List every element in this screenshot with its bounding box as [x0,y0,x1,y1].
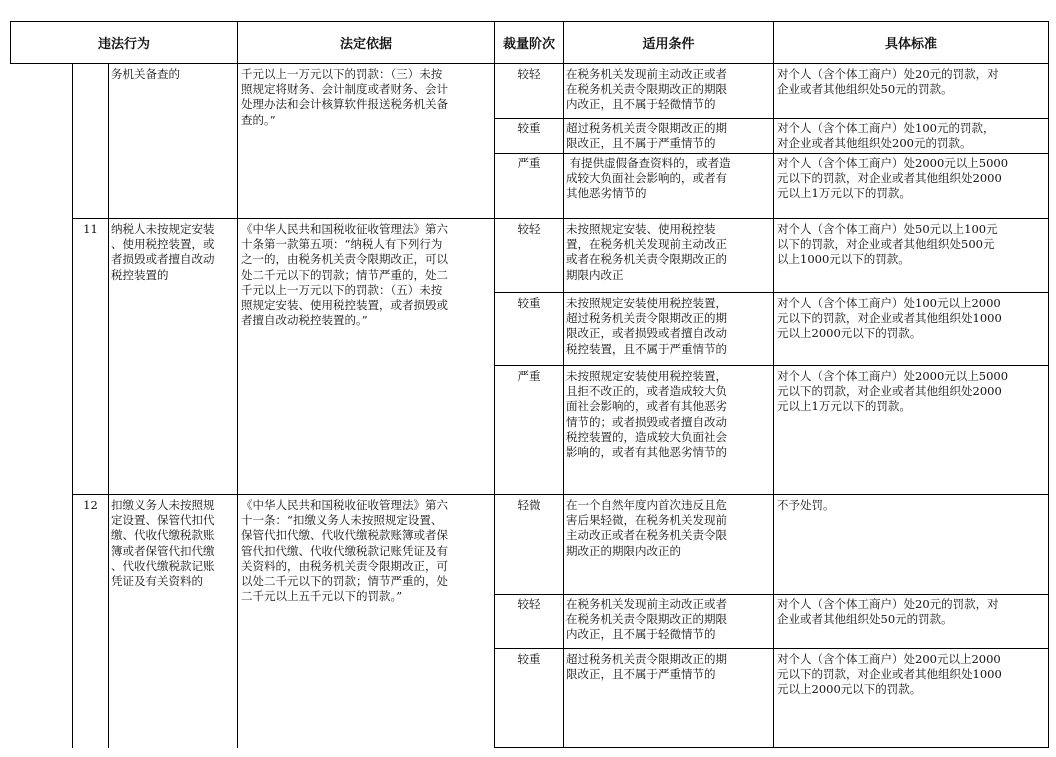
header-basis: 法定依据 [339,36,392,52]
legal-basis-text: 《中华人民共和国税收征收管理法》第六 十条第一款第五项：“纳税人有下列行为 之一的，由税务机关责令限期改正，可以 处二千元以下的罚款；情节严重的，处二 千元以上一万元以下的罚款：（五）未按 照规定安装、使用税控装置，或者损毁或 者擅自改动税控装置的。” [241,222,448,328]
rule-row-divider [494,365,1049,366]
item-number: 12 [83,498,98,512]
condition-text: 在税务机关发现前主动改正或者 在税务机关责令限期改正的期限 内改正，且不属于轻微情节的 [566,597,727,642]
level-label: 严重 [517,369,541,383]
legal-basis-text: 千元以上一万元以下的罚款：（三）未按 照规定将财务、会计制度或者财务、会计 处理办法和会计核算软件报送税务机关备 查的。” [241,67,448,127]
rule-header-bottom [10,63,1049,64]
standard-text: 对个人（含个体工商户）处100元的罚款， 对企业或者其他组织处200元的罚款。 [777,121,995,151]
standard-text: 对个人（含个体工商户）处20元的罚款，对 企业或者其他组织处50元的罚款。 [777,597,999,627]
level-label: 较重 [517,652,541,666]
rule-row-divider [494,153,1049,154]
condition-text: 有提供虚假备查资料的，或者造 成较大负面社会影响的，或者有 其他恶劣情节的 [566,156,731,201]
condition-text: 超过税务机关责令限期改正的期 限改正，且不属于严重情节的 [566,121,727,151]
violation-text: 纳税人未按规定安装 、使用税控装置，或 者损毁或者擅自改动 税控装置的 [111,222,215,282]
rule-group-divider [72,218,1049,219]
rule-col-condition [773,21,774,748]
condition-text: 未按照规定安装使用税控装置， 且拒不改正的，或者造成较大负 面社会影响的，或者有其他恶劣 情节的；或者损毁或者擅自改动 税控装置的，造成较大负面社会 影响的，或者有其他恶劣情节的 [566,369,727,460]
level-label: 较轻 [517,597,541,611]
level-label: 较重 [517,121,541,135]
rule-table-bottom [494,747,1049,748]
rule-col-level [563,21,564,748]
level-label: 较轻 [517,222,541,236]
level-label: 较重 [517,296,541,310]
condition-text: 超过税务机关责令限期改正的期 限改正，且不属于严重情节的 [566,652,727,682]
standard-text: 对个人（含个体工商户）处2000元以上5000 元以下的罚款，对企业或者其他组织处2000 元以上1万元以下的罚款。 [777,156,1009,201]
standard-text: 对个人（含个体工商户）处50元以上100元 以下的罚款，对企业或者其他组织处500元 以上1000元以下的罚款。 [777,222,998,267]
violation-text: 务机关备查的 [111,67,180,81]
rule-row-divider [494,594,1049,595]
rule-row-divider [494,648,1049,649]
condition-text: 在一个自然年度内首次违反且危 害后果轻微，在税务机关发现前 主动改正或者在税务机关责令限 期改正的期限内改正的 [566,498,727,558]
rule-col-index-left [72,64,73,748]
legal-basis-text: 《中华人民共和国税收征收管理法》第六 十一条：“扣缴义务人未按照规定设置、 保管代扣代缴、代收代缴税款账簿或者保 管代扣代缴、代收代缴税款记账凭证及有 关资料的，由税务机关责令限期改正，可 以处二千元以下的罚款；情节严重的，处 二千元以上五千元以下的罚款。” [241,498,448,604]
rule-row-divider [494,292,1049,293]
standard-text: 对个人（含个体工商户）处100元以上2000 元以下的罚款，对企业或者其他组织处1000 元以上2000元以下的罚款。 [777,296,1002,341]
condition-text: 未按照规定安装使用税控装置， 超过税务机关责令限期改正的期 限改正，或者损毁或者擅自改动 税控装置，且不属于严重情节的 [566,296,727,356]
level-label: 较轻 [517,67,541,81]
header-standard: 具体标准 [884,36,937,52]
violation-text: 扣缴义务人未按照规 定设置、保管代扣代 缴、代收代缴税款账 簿或者保管代扣代缴 、代收代缴税款记账 凭证及有关资料的 [111,498,215,589]
standard-text: 对个人（含个体工商户）处200元以上2000 元以下的罚款，对企业或者其他组织处1000 元以上2000元以下的罚款。 [777,652,1002,697]
condition-text: 在税务机关发现前主动改正或者 在税务机关责令限期改正的期限 内改正，且不属于轻微情节的 [566,67,727,112]
item-number: 11 [83,222,98,236]
standard-text: 对个人（含个体工商户）处20元的罚款，对 企业或者其他组织处50元的罚款。 [777,67,999,97]
level-label: 严重 [517,156,541,170]
rule-col-index-right [108,64,109,748]
rule-right-outer [1048,21,1049,748]
rule-col-violation [237,21,238,748]
header-level: 裁量阶次 [502,36,555,52]
standard-text: 对个人（含个体工商户）处2000元以上5000 元以下的罚款，对企业或者其他组织处2000 元以上1万元以下的罚款。 [777,369,1009,414]
header-condition: 适用条件 [642,36,695,52]
condition-text: 未按照规定安装、使用税控装 置，在税务机关发现前主动改正 或者在税务机关责令限期改正的 期限内改正 [566,222,727,282]
rule-group-divider [72,494,1049,495]
standard-text: 不予处罚。 [777,498,835,512]
rule-row-divider [494,118,1049,119]
level-label: 轻微 [517,498,541,512]
header-violation: 违法行为 [97,36,150,52]
